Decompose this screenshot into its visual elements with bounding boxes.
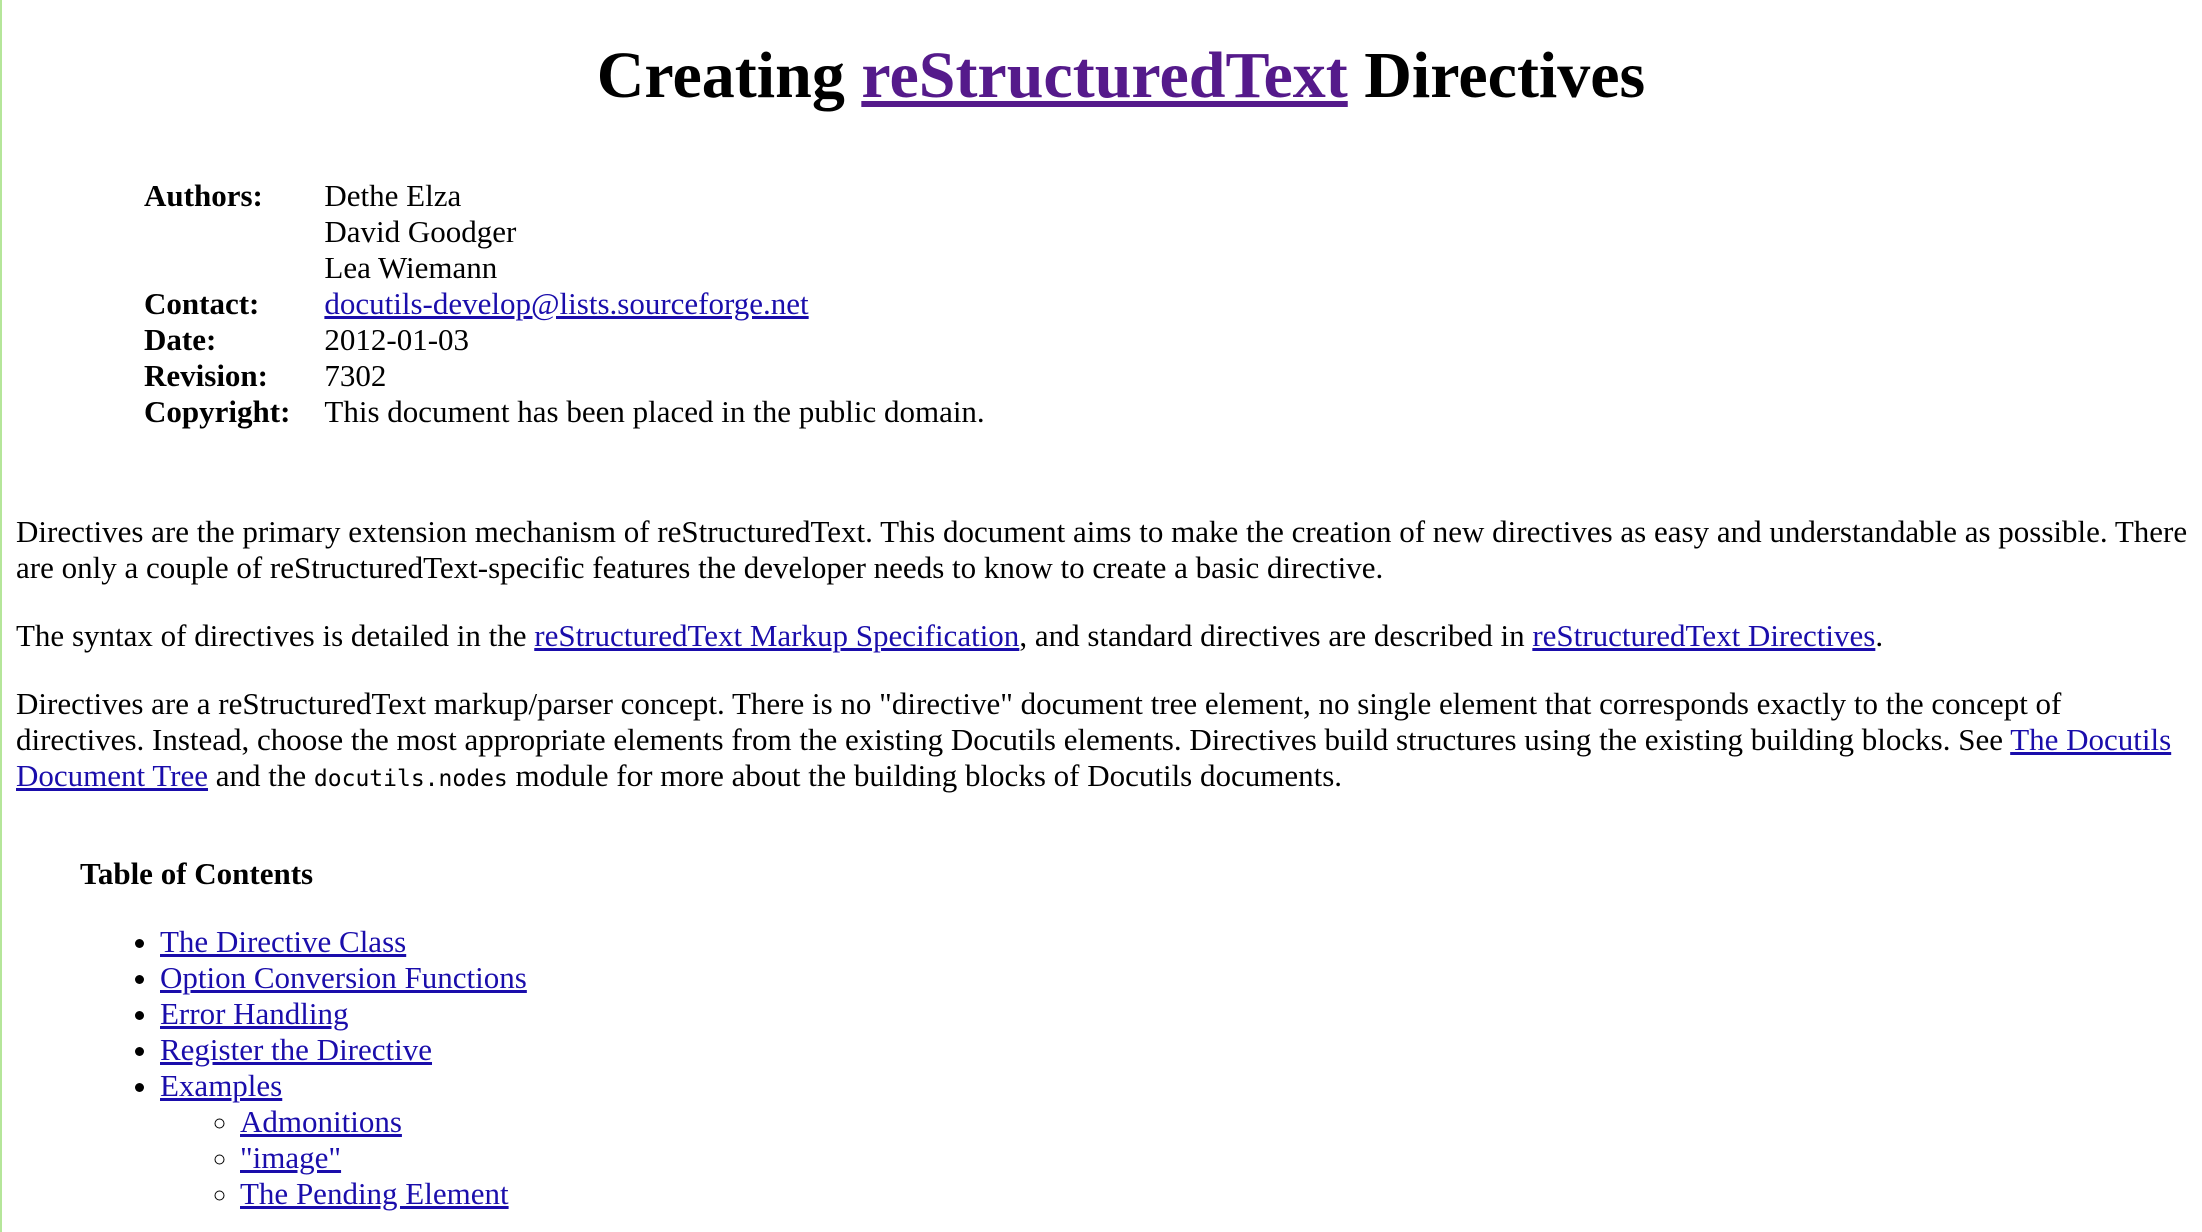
concept-text-a: Directives are a reStructuredText markup/parser concept. There is no "directive" document tree element, no single element that corresponds exactly to the concept of directives. Instead, choose the most appropriate elements from the existing Docutils elements. Directives build structures using the existing building blocks. See [16,686,2062,757]
toc-list [80,924,527,1212]
toc-title: Table of Contents [80,856,314,891]
docinfo-date-row [144,322,985,358]
toc-link-option-conversion[interactable]: Option Conversion Functions [160,960,527,995]
toc-subitem [240,1176,527,1212]
copyright-label: Copyright: [144,394,291,429]
toc-subitem [240,1104,527,1140]
toc-item [160,1032,527,1068]
docinfo-authors-row [144,178,985,286]
toc-item [160,996,527,1032]
docinfo-copyright-row [144,394,985,430]
concept-paragraph [16,686,2191,797]
docinfo-contact-row [144,286,985,322]
toc-link-register-directive[interactable]: Register the Directive [160,1032,433,1067]
author-name: David Goodger [324,214,517,249]
toc-item [160,924,527,960]
toc-link-image[interactable]: "image" [240,1140,342,1175]
intro-paragraph [16,514,2191,586]
page-title [16,38,2202,114]
left-edge-rule [0,0,2,1232]
title-restructuredtext-link[interactable]: reStructuredText [861,39,1348,112]
directives-link[interactable]: reStructuredText Directives [1532,618,1876,653]
contact-label: Contact: [144,286,260,321]
contact-email-link[interactable]: docutils-develop@lists.sourceforge.net [324,286,809,321]
docutils-nodes-code: docutils.nodes [313,766,508,792]
title-suffix: Directives [1364,39,1646,112]
toc-link-pending-element[interactable]: The Pending Element [240,1176,509,1211]
syntax-text-a: The syntax of directives is detailed in the [16,618,535,653]
title-prefix: Creating [596,39,845,112]
toc-sublist [160,1104,527,1212]
toc-item [160,1068,527,1212]
syntax-paragraph [16,618,2191,654]
toc-link-examples[interactable]: Examples [160,1068,283,1103]
docinfo-revision-row [144,358,985,394]
author-name: Dethe Elza [324,178,462,213]
authors-value [324,178,984,286]
date-label: Date: [144,322,217,357]
author-name: Lea Wiemann [324,250,498,285]
markup-spec-link[interactable]: reStructuredText Markup Specification [534,618,1020,653]
intro-text: Directives are the primary extension mechanism of reStructuredText. This document aims to make the creation of new directives as easy and understandable as possible. There are only a couple of reStructuredText-specific features the developer needs to know to create a basic directive. [16,514,2188,585]
toc-subitem [240,1140,527,1176]
copyright-value: This document has been placed in the public domain. [324,394,985,429]
concept-text-b: and the [208,758,314,793]
revision-label: Revision: [144,358,268,393]
date-value: 2012-01-03 [324,322,470,357]
revision-value: 7302 [324,358,387,393]
concept-text-c: module for more about the building blocks of Docutils documents. [507,758,1343,793]
toc-link-directive-class[interactable]: The Directive Class [160,924,407,959]
syntax-text-b: , and standard directives are described in [1019,618,1533,653]
authors-label: Authors: [144,178,263,213]
syntax-text-c: . [1875,618,1884,653]
toc-item [160,960,527,996]
document-tree-link[interactable]: The Docutils Document Tree [16,722,2172,793]
toc-link-error-handling[interactable]: Error Handling [160,996,349,1031]
toc-link-admonitions[interactable]: Admonitions [240,1104,402,1139]
docinfo-table [144,178,985,430]
